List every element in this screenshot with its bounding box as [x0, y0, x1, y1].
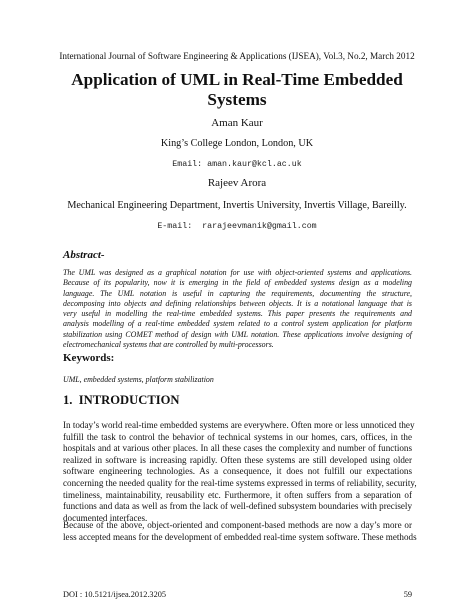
title-line-1: Application of UML in Real-Time Embedded	[71, 70, 403, 89]
paper-title	[0, 70, 474, 110]
author-2-affiliation: Mechanical Engineering Department, Invertis University, Invertis Village, Bareilly.	[67, 200, 407, 211]
paragraph-line: less accepted means for the development of embedded real-time system software. These methods	[63, 531, 417, 542]
keywords-heading: Keywords:	[63, 352, 115, 364]
abstract-line: stabilization using COMET method of design with UML notation. These applications involve designing of	[63, 329, 412, 339]
abstract-heading: Abstract-	[63, 249, 105, 261]
abstract-line: analysis modelling of a real-time embedded system related to a control system application for platform	[63, 319, 412, 329]
author-1-email: Email: aman.kaur@kcl.ac.uk	[172, 160, 302, 169]
paragraph-line: concerning the needed quality for the real-time systems expressed in terms of reliability, security,	[63, 477, 417, 488]
author-2-name: Rajeev Arora	[207, 177, 267, 189]
doi-footer: DOI : 10.5121/ijsea.2012.3205	[63, 590, 167, 599]
abstract-line: language. The UML notation is useful in capturing the requirements, documenting the structure,	[63, 288, 412, 298]
paragraph-line: Because of the above, object-oriented and component-based methods are now a day’s more or	[63, 520, 412, 530]
abstract-line: Because of its popularity, now it is emerging in the field of embedded systems design as a modeling	[63, 278, 412, 288]
abstract-line: electromechanical systems that are controlled by multi-processors.	[63, 340, 274, 350]
paragraph-line: software engineering technologies. As a consequence, it does not fulfill our expectations	[63, 466, 412, 477]
intro-paragraph-2	[63, 520, 417, 543]
paragraph-line: functions and data as well as from the lack of well-defined subsystem boundaries with precisely	[63, 501, 412, 512]
abstract-line: decomposing into objects and defining relationships between objects. It is a notational language that is	[63, 298, 412, 308]
paragraph-line: timeliness, maintainability, reusability etc. Furthermore, it often suffers from a separation of	[63, 489, 412, 500]
paragraph-line: In today’s world real-time embedded systems are everywhere. Often more or less unnoticed they	[63, 420, 415, 430]
title-line-2: Systems	[207, 90, 267, 109]
page-number: 59	[403, 590, 412, 599]
abstract-line: The UML was designed as a graphical notation for use with object-oriented systems and applications.	[63, 268, 412, 277]
paragraph-line: realized in software is increasing rapidly. Often these systems are still developed using older	[63, 454, 412, 465]
intro-paragraph-1	[63, 420, 417, 524]
keywords-text: UML, embedded systems, platform stabilization	[63, 375, 214, 384]
abstract-body	[63, 268, 412, 350]
paragraph-line: hospitals and at various other places. In all these cases the complexity and number of functions	[63, 443, 412, 454]
author-2-email: E-mail: rarajeevmanik@gmail.com	[157, 222, 317, 231]
author-1-name: Aman Kaur	[211, 117, 263, 129]
paragraph-line: documented interfaces.	[63, 512, 148, 523]
journal-header: International Journal of Software Engineering & Applications (IJSEA), Vol.3, No.2, March 2012	[59, 51, 415, 61]
paragraph-line: fulfill the task to control the behavior of technical systems in our homes, cars, offices, in the	[63, 431, 412, 442]
section-heading-introduction: 1. INTRODUCTION	[63, 393, 180, 407]
abstract-line: very useful in modelling the real-time embedded systems. This paper presents the requirements and	[63, 309, 412, 319]
author-1-affiliation: King’s College London, London, UK	[160, 138, 314, 149]
